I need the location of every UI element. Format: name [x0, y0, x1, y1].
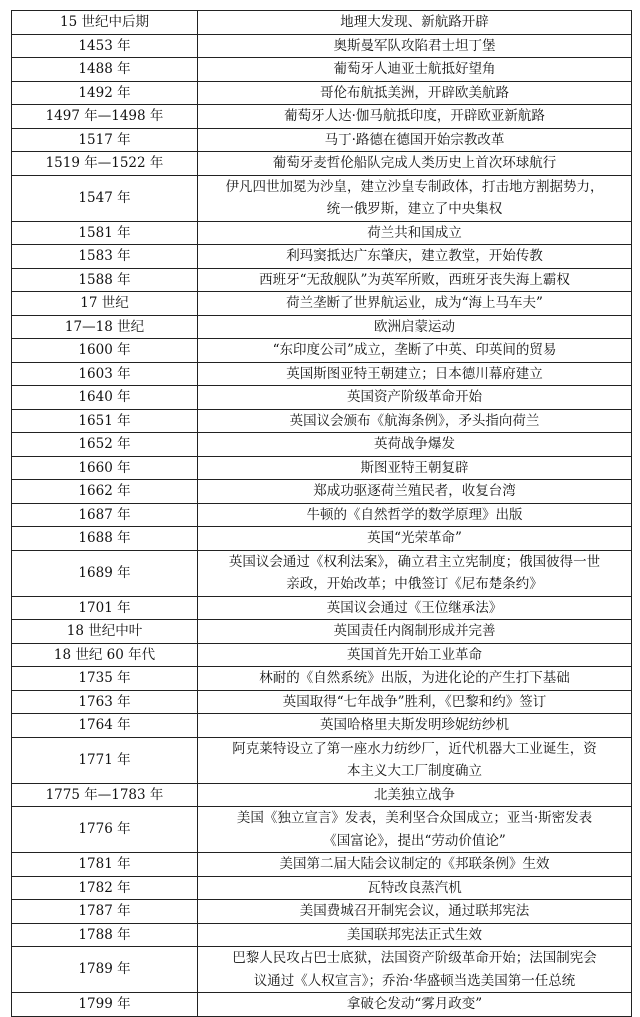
event-text: 郑成功驱逐荷兰殖民者，收复台湾 — [313, 483, 516, 499]
event-cell — [198, 34, 632, 58]
table-row — [12, 900, 632, 924]
event-text: 英国“光荣革命” — [367, 530, 462, 546]
table-row — [12, 11, 632, 35]
time-cell: 1652 年 — [12, 433, 198, 457]
time-cell: 1547 年 — [12, 175, 198, 221]
time-cell: 18 世纪 60 年代 — [12, 643, 198, 667]
table-row — [12, 876, 632, 900]
table-row — [12, 783, 632, 807]
event-text: 荷兰共和国成立 — [367, 224, 462, 241]
event-text: 英国哈格里夫斯发明珍妮纺纱机 — [320, 717, 509, 733]
event-text: “东印度公司”成立，垄断了中英、印英间的贸易 — [272, 342, 557, 358]
event-text: 本主义大工厂制度确立 — [347, 763, 482, 779]
time-cell: 1787 年 — [12, 900, 198, 924]
event-text: 英国资产阶级革命开始 — [347, 389, 482, 405]
table-row — [12, 105, 632, 129]
event-text: 英国议会通过《权利法案》，确立君主立宪制度；俄国彼得一世 — [228, 553, 601, 570]
time-cell: 1764 年 — [12, 714, 198, 738]
table-row — [12, 620, 632, 644]
time-cell: 15 世纪中后期 — [12, 11, 198, 35]
table-row — [12, 550, 632, 596]
time-cell: 1583 年 — [12, 245, 198, 269]
time-cell: 1789 年 — [12, 947, 198, 993]
time-cell: 1763 年 — [12, 690, 198, 714]
table-row — [12, 807, 632, 853]
table-row — [12, 923, 632, 947]
event-text: 林耐的《自然系统》出版，为进化论的产生打下基础 — [259, 670, 570, 686]
time-cell: 1588 年 — [12, 268, 198, 292]
event-cell — [198, 807, 632, 853]
event-cell — [198, 480, 632, 504]
table-row — [12, 245, 632, 269]
event-cell — [198, 667, 632, 691]
event-cell — [198, 268, 632, 292]
event-cell — [198, 783, 632, 807]
table-row — [12, 221, 632, 245]
table-body — [12, 11, 632, 1017]
event-cell — [198, 853, 632, 877]
event-cell — [198, 923, 632, 947]
time-cell: 1687 年 — [12, 503, 198, 527]
event-cell — [198, 900, 632, 924]
table-row — [12, 714, 632, 738]
event-cell — [198, 596, 632, 620]
time-cell: 1497 年—1498 年 — [12, 105, 198, 129]
time-cell: 1735 年 — [12, 667, 198, 691]
table-row — [12, 292, 632, 316]
event-cell — [198, 620, 632, 644]
event-text: 英荷战争爆发 — [374, 436, 455, 452]
table-row — [12, 737, 632, 783]
event-text: 葡萄牙麦哲伦船队完成人类历史上首次环球航行 — [272, 155, 557, 171]
table-row — [12, 690, 632, 714]
time-cell: 1662 年 — [12, 480, 198, 504]
event-cell — [198, 128, 632, 152]
event-cell — [198, 503, 632, 527]
time-cell: 1781 年 — [12, 853, 198, 877]
time-cell: 1488 年 — [12, 58, 198, 82]
time-cell: 1581 年 — [12, 221, 198, 245]
event-cell — [198, 292, 632, 316]
event-cell — [198, 433, 632, 457]
event-cell — [198, 690, 632, 714]
time-cell: 17—18 世纪 — [12, 315, 198, 339]
event-cell — [198, 175, 632, 221]
table-row — [12, 58, 632, 82]
time-cell: 1517 年 — [12, 128, 198, 152]
table-row — [12, 362, 632, 386]
event-cell — [198, 527, 632, 551]
time-cell: 17 世纪 — [12, 292, 198, 316]
table-row — [12, 386, 632, 410]
event-cell — [198, 221, 632, 245]
table-row — [12, 175, 632, 221]
time-cell: 1788 年 — [12, 923, 198, 947]
table-row — [12, 456, 632, 480]
event-text: 英国取得“七年战争”胜利，《巴黎和约》签订 — [282, 693, 547, 710]
event-text: 瓦特改良蒸汽机 — [367, 879, 462, 896]
event-text: 奥斯曼军队攻陷君士坦丁堡 — [333, 37, 496, 54]
event-text: 葡萄牙人达·伽马航抵印度，开辟欧亚新航路 — [284, 108, 545, 124]
table-row — [12, 503, 632, 527]
event-text: 英国议会颁布《航海条例》，矛头指向荷兰 — [289, 412, 540, 429]
time-cell: 1453 年 — [12, 34, 198, 58]
event-text: 英国议会通过《王位继承法》 — [326, 599, 503, 616]
event-cell — [198, 362, 632, 386]
table-row — [12, 339, 632, 363]
event-text: 荷兰垄断了世界航运业，成为“海上马车夫” — [286, 295, 543, 311]
event-cell — [198, 876, 632, 900]
event-text: 欧洲启蒙运动 — [374, 318, 455, 335]
table-row — [12, 315, 632, 339]
event-text: 美国费城召开制宪会议，通过联邦宪法 — [299, 903, 530, 919]
event-cell — [198, 105, 632, 129]
event-text: 拿破仑发动“雾月政变” — [346, 996, 483, 1012]
time-cell: 1603 年 — [12, 362, 198, 386]
event-text: 英国斯图亚特王朝建立；日本德川幕府建立 — [286, 365, 543, 382]
table-row — [12, 268, 632, 292]
table-row — [12, 993, 632, 1017]
event-cell — [198, 11, 632, 35]
event-text: 统一俄罗斯，建立了中央集权 — [326, 201, 503, 217]
event-text: 英国责任内阁制形成并完善 — [333, 623, 496, 639]
time-cell: 1771 年 — [12, 737, 198, 783]
time-cell: 1776 年 — [12, 807, 198, 853]
event-text: 马丁·路德在德国开始宗教改革 — [324, 131, 505, 148]
event-cell — [198, 947, 632, 993]
event-cell — [198, 714, 632, 738]
table-row — [12, 947, 632, 993]
event-cell — [198, 409, 632, 433]
event-cell — [198, 993, 632, 1017]
table-row — [12, 667, 632, 691]
event-text: 美国《独立宣言》发表，美利坚合众国成立；亚当·斯密发表 — [236, 810, 593, 826]
time-cell: 1660 年 — [12, 456, 198, 480]
time-cell: 1782 年 — [12, 876, 198, 900]
time-cell: 1688 年 — [12, 527, 198, 551]
table-row — [12, 596, 632, 620]
event-text: 议通过《人权宣言》；乔治·华盛顿当选美国第一任总统 — [253, 972, 576, 989]
event-cell — [198, 245, 632, 269]
event-cell — [198, 315, 632, 339]
event-cell — [198, 81, 632, 105]
event-text: 英国首先开始工业革命 — [347, 646, 482, 663]
event-text: 《国富论》，提出“劳动价值论” — [323, 832, 506, 849]
table-row — [12, 643, 632, 667]
event-cell — [198, 58, 632, 82]
time-cell: 1775 年—1783 年 — [12, 783, 198, 807]
event-cell — [198, 643, 632, 667]
time-cell: 18 世纪中叶 — [12, 620, 198, 644]
time-cell: 1492 年 — [12, 81, 198, 105]
time-cell: 1689 年 — [12, 550, 198, 596]
event-text: 斯图亚特王朝复辟 — [360, 459, 469, 476]
table-row — [12, 409, 632, 433]
event-text: 伊凡四世加冕为沙皇，建立沙皇专制政体，打击地方割据势力， — [225, 178, 604, 195]
event-text: 牛顿的《自然哲学的数学原理》出版 — [306, 506, 523, 523]
table-row — [12, 433, 632, 457]
time-cell: 1701 年 — [12, 596, 198, 620]
table-row — [12, 128, 632, 152]
event-text: 巴黎人民攻占巴士底狱，法国资产阶级革命开始；法国制宪会 — [232, 950, 597, 966]
event-text: 美国第二届大陆会议制定的《邦联条例》生效 — [279, 856, 550, 872]
history-timeline-table — [11, 10, 632, 1017]
event-text: 利玛窦抵达广东肇庆，建立教堂，开始传教 — [286, 248, 543, 264]
time-cell: 1651 年 — [12, 409, 198, 433]
event-cell — [198, 737, 632, 783]
event-cell — [198, 386, 632, 410]
time-cell: 1600 年 — [12, 339, 198, 363]
time-cell: 1640 年 — [12, 386, 198, 410]
event-cell — [198, 152, 632, 176]
time-cell: 1519 年—1522 年 — [12, 152, 198, 176]
table-row — [12, 81, 632, 105]
table-row — [12, 527, 632, 551]
event-text: 阿克莱特设立了第一座水力纺纱厂，近代机器大工业诞生，资 — [232, 740, 597, 757]
event-text: 西班牙“无敌舰队”为英军所败，西班牙丧失海上霸权 — [259, 271, 570, 288]
table-row — [12, 152, 632, 176]
event-text: 美国联邦宪法正式生效 — [347, 926, 482, 943]
event-text: 葡萄牙人迪亚士航抵好望角 — [333, 61, 496, 77]
event-cell — [198, 456, 632, 480]
table-row — [12, 34, 632, 58]
timeline-table-wrapper — [11, 10, 631, 1017]
time-cell: 1799 年 — [12, 993, 198, 1017]
event-text: 哥伦布航抵美洲，开辟欧美航路 — [320, 84, 509, 101]
event-cell — [198, 550, 632, 596]
table-row — [12, 853, 632, 877]
event-text: 北美独立战争 — [374, 786, 455, 803]
table-row — [12, 480, 632, 504]
event-cell — [198, 339, 632, 363]
event-text: 亲政，开始改革；中俄签订《尼布楚条约》 — [286, 576, 543, 592]
event-text: 地理大发现、新航路开辟 — [340, 14, 489, 30]
